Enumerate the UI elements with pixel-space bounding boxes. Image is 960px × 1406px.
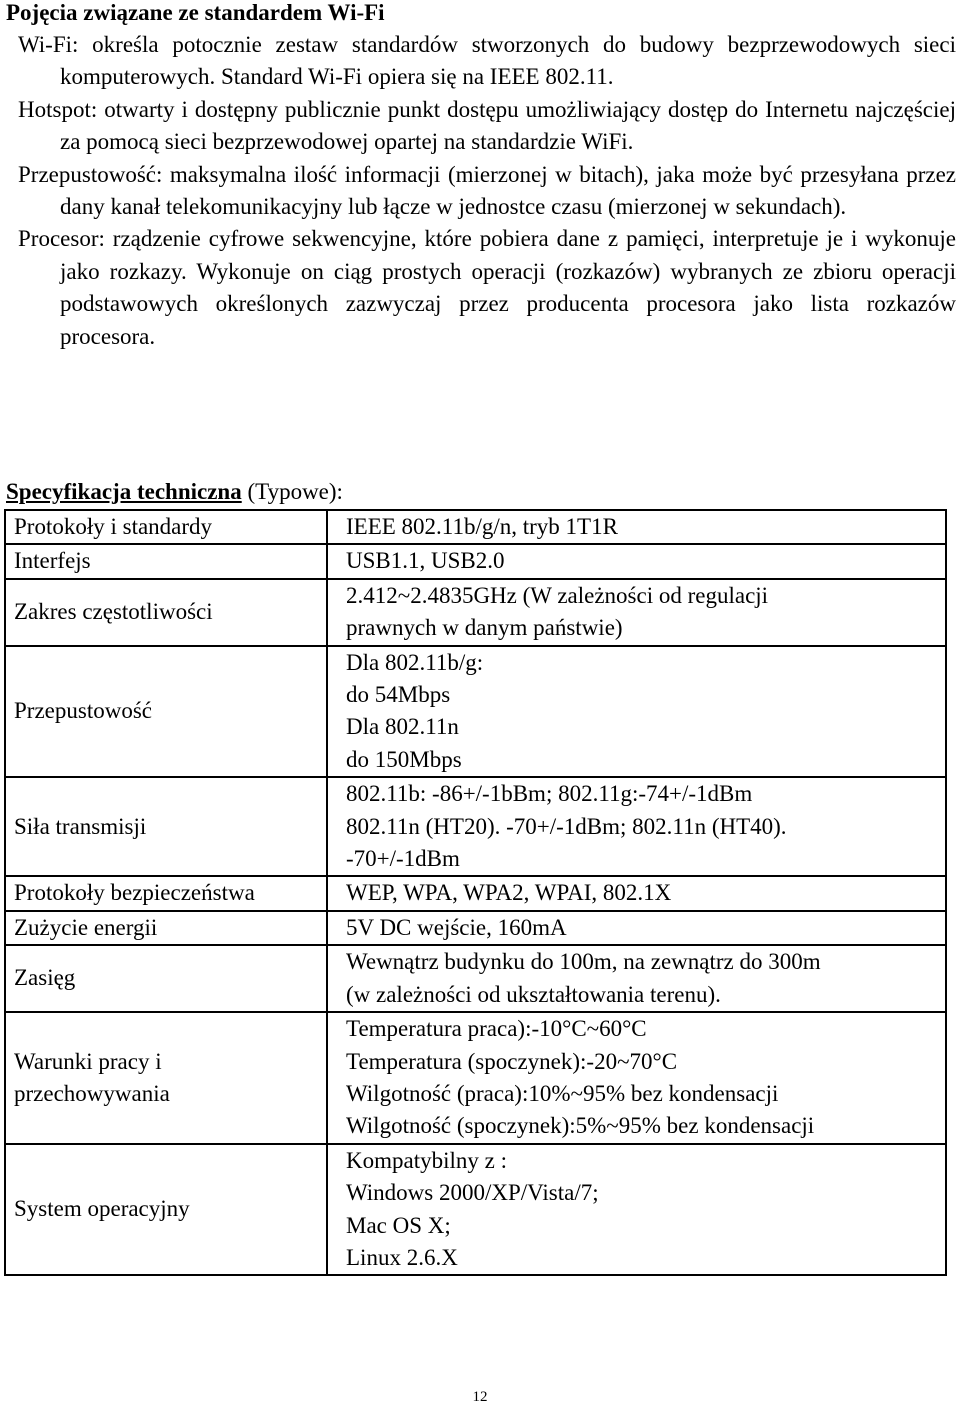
spec-value: WEP, WPA, WPA2, WPAI, 802.1X — [346, 880, 672, 906]
spec-row — [5, 777, 946, 876]
spec-key-cell — [5, 646, 327, 778]
spec-title: Specyfikacja techniczna — [6, 479, 242, 504]
spec-row — [5, 1012, 946, 1144]
spec-value-cell — [327, 911, 946, 945]
spec-value-cell — [327, 876, 946, 910]
spec-key: Zakres częstotliwości — [14, 599, 213, 625]
spec-key: Zużycie energii — [14, 914, 158, 940]
spec-row — [5, 579, 946, 646]
glossary-item-wifi: Wi-Fi: określa potocznie zestaw standardów stworzonych do budowy bezprzewodowych sieci komputerowych. Standard Wi-Fi opiera się na IEEE 802.11. — [18, 32, 956, 90]
spec-key-cell — [5, 876, 327, 910]
spec-row — [5, 945, 946, 1012]
spec-row — [5, 646, 946, 778]
glossary-heading: Pojęcia związane ze standardem Wi-Fi — [6, 0, 385, 25]
spec-key-cell — [5, 1012, 327, 1144]
page-number: 12 — [472, 1389, 488, 1405]
spec-value: Mac OS X; — [346, 1212, 451, 1238]
spec-row — [5, 510, 946, 544]
spec-value: prawnych w danym państwie) — [346, 615, 623, 641]
spec-key-cell — [5, 510, 327, 544]
spec-value: 5V DC wejście, 160mA — [346, 914, 567, 940]
spec-key-cell — [5, 945, 327, 1012]
spec-value: USB1.1, USB2.0 — [346, 548, 505, 574]
spec-key: Zasięg — [14, 965, 76, 991]
spec-value: Wilgotność (praca):10%~95% bez kondensacji — [346, 1080, 779, 1106]
spec-table — [4, 509, 947, 1276]
spec-value-cell — [327, 579, 946, 646]
spec-row — [5, 911, 946, 945]
spec-value: Linux 2.6.X — [346, 1244, 458, 1270]
spec-value: -70+/-1dBm — [346, 846, 460, 872]
glossary-item-hotspot: Hotspot: otwarty i dostępny publicznie punkt dostępu umożliwiający dostęp do Internetu najczęściej za pomocą sieci bezprzewodowej opartej na standardzie WiFi. — [18, 96, 956, 155]
spec-key-cell — [5, 1144, 327, 1276]
spec-value-cell — [327, 777, 946, 876]
glossary-item-throughput: Przepustowość: maksymalna ilość informacji (mierzonej w bitach), jaka może być przesyłana przez dany kanał telekomunikacyjny lub łącze w jednostce czasu (mierzonej w sekundach). — [18, 161, 956, 220]
spec-value: IEEE 802.11b/g/n, tryb 1T1R — [346, 514, 618, 539]
spec-key: Siła transmisji — [14, 813, 147, 839]
spec-table-body — [5, 510, 946, 1275]
spec-row — [5, 544, 946, 578]
spec-value: (w zależności od ukształtowania terenu). — [346, 981, 721, 1007]
spec-value: Kompatybilny z : — [346, 1147, 507, 1173]
spec-key: Interfejs — [14, 548, 91, 574]
spec-value: do 150Mbps — [346, 746, 462, 772]
spec-value-cell — [327, 1012, 946, 1144]
spec-key: przechowywania — [14, 1080, 170, 1106]
spec-value-cell — [327, 1144, 946, 1276]
spec-value: 2.412~2.4835GHz (W zależności od regulacji — [346, 582, 769, 608]
spec-value-cell — [327, 510, 946, 544]
spec-value-cell — [327, 945, 946, 1012]
spec-heading — [6, 476, 343, 508]
spec-key: Przepustowość — [14, 698, 152, 724]
spec-value: Wewnątrz budynku do 100m, na zewnątrz do 300m — [346, 949, 821, 975]
spec-value-cell — [327, 646, 946, 778]
spec-key: Warunki pracy i — [14, 1048, 162, 1074]
spec-key-cell — [5, 911, 327, 945]
spec-key: Protokoły bezpieczeństwa — [14, 880, 255, 906]
spec-subtitle: (Typowe): — [247, 479, 343, 504]
spec-value: Temperatura (spoczynek):-20~70°C — [346, 1048, 678, 1074]
spec-key: System operacyjny — [14, 1196, 190, 1222]
spec-value: Windows 2000/XP/Vista/7; — [346, 1180, 599, 1206]
spec-value-cell — [327, 544, 946, 578]
spec-key-cell — [5, 544, 327, 578]
spec-value: Wilgotność (spoczynek):5%~95% bez kondensacji — [346, 1113, 815, 1139]
spec-value: Dla 802.11n — [346, 714, 459, 740]
spec-row — [5, 1144, 946, 1276]
glossary — [18, 29, 956, 353]
spec-key: Protokoły i standardy — [14, 514, 213, 539]
glossary-item-processor: Procesor: rządzenie cyfrowe sekwencyjne, które pobiera dane z pamięci, interpretuje je i wykonuje jako rozkazy. Wykonuje on ciąg prostych operacji (rozkazów) wybranych ze zbioru operacji podstawowych określonych zazwyczaj przez producenta procesora jako lista rozkazów procesora. — [18, 226, 956, 349]
spec-value: do 54Mbps — [346, 682, 451, 708]
spec-row — [5, 876, 946, 910]
spec-value: 802.11b: -86+/-1bBm; 802.11g:-74+/-1dBm — [346, 781, 753, 807]
spec-key-cell — [5, 579, 327, 646]
spec-value: 802.11n (HT20). -70+/-1dBm; 802.11n (HT40). — [346, 813, 787, 839]
spec-value: Temperatura praca):-10°C~60°C — [346, 1016, 647, 1042]
spec-value: Dla 802.11b/g: — [346, 649, 484, 675]
spec-key-cell — [5, 777, 327, 876]
